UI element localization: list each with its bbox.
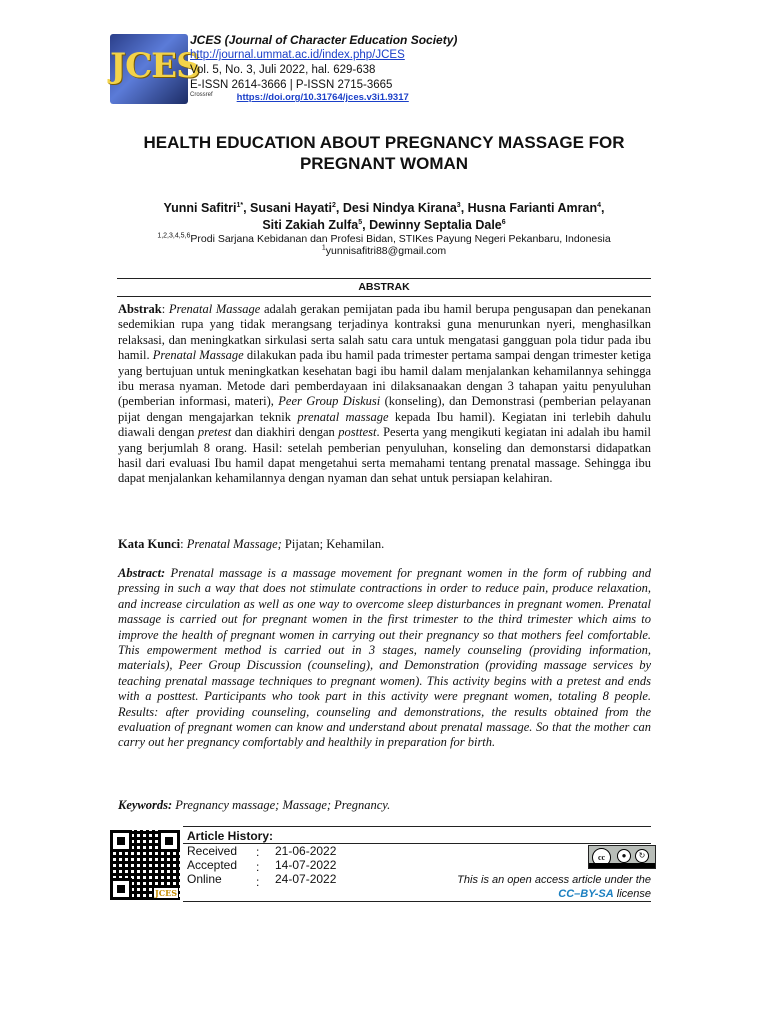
- text-run: :: [180, 537, 187, 551]
- crossref-icon: Crossref: [190, 92, 213, 99]
- qr-code-icon: [110, 830, 180, 900]
- author-separator: ,: [335, 201, 343, 215]
- keywords-label: Keywords:: [118, 798, 173, 812]
- kata-kunci-text: [180, 537, 384, 551]
- keywords-text: Pregnancy massage; Massage; Pregnancy.: [172, 798, 391, 812]
- author-sup: 5: [358, 218, 363, 226]
- license-line-1: This is an open access article under the: [457, 874, 651, 886]
- text-run: . Peserta yang mengikuti kegiatan ini adalah ibu hamil yang berjumlah 8 orang. Hasil: setelah pemberian penyuluhan, konseling dan demonstarsi didapatkan hasil dari evaluasi Ibu hamil dapat mengetahui serta memahami tentang prenatal massage. Sehingga ibu dapat menjalankan kehamilannya dengan nyaman dan sehat untuk persiapan kelahiran.: [118, 425, 652, 486]
- author-separator: ,: [601, 201, 605, 215]
- qr-logo: JCES: [154, 888, 177, 898]
- journal-name: JCES (Journal of Character Education Society): [190, 33, 458, 47]
- author-sup: 2: [332, 201, 336, 209]
- license-line-2: [420, 887, 651, 901]
- author-sup: 1*: [236, 201, 244, 209]
- author-name: Siti Zakiah Zulfa: [262, 218, 359, 232]
- journal-issn: E-ISSN 2614-3666 | P-ISSN 2715-3665: [190, 79, 393, 91]
- qr-finder-bottom-left: [110, 878, 132, 900]
- abstract-paragraph: [118, 566, 651, 751]
- history-online-label: Online: [187, 872, 222, 886]
- author-list-line-1: [100, 200, 668, 217]
- text-run: kepada Ibu hamil). Kegiatan ini terlebih dahulu diawali dengan: [118, 409, 651, 440]
- text-run: adalah gerakan pemijatan pada ibu hamil berupa pengusapan dan penekanan sedemikian rupa yang tidak merangsang terjadinya kontraksi guna menurunkan nyeri, menghasilkan relaksasi, dan meningkatkan sirkulasi serta salah satu cara untuk mengatasi gangguan pola tidur pada ibu hamil.: [118, 302, 651, 363]
- keywords-paragraph: [118, 798, 651, 813]
- affiliation: [100, 233, 668, 245]
- cc-badge-bar: [589, 863, 655, 868]
- qr-finder-top-right: [158, 830, 180, 852]
- sa-icon: ↻: [635, 849, 649, 863]
- abstrak-label: Abstrak: [118, 302, 162, 316]
- paper-title-line-2: PREGNANT WOMAN: [299, 154, 469, 173]
- cc-by-sa-link[interactable]: CC–BY-SA: [558, 888, 614, 900]
- email-text: yunnisafitri88@gmail.com: [325, 245, 447, 257]
- text-run: (konseling), dan Demonstrasi (pemberian pelayanan pijat dengan mengajarkan teknik: [118, 394, 651, 424]
- journal-logo-text: JCES: [110, 46, 200, 86]
- history-received-date: 21-06-2022: [275, 844, 337, 858]
- italic-term: Prenatal Massage: [168, 302, 261, 316]
- history-mid-rule: [183, 843, 651, 844]
- article-history-heading: Article History:: [187, 829, 274, 843]
- license-suffix: license: [613, 888, 651, 900]
- journal-logo: [110, 34, 200, 104]
- author-list: [100, 200, 668, 234]
- by-icon: ●: [617, 849, 631, 863]
- doi-link[interactable]: https://doi.org/10.31764/jces.v3i1.9317: [236, 92, 409, 103]
- author-sup: 4: [597, 201, 601, 209]
- abstrak-top-rule: [117, 278, 651, 279]
- author-list-line-2: [100, 217, 668, 234]
- paper-title: [100, 132, 668, 174]
- abstrak-heading: ABSTRAK: [358, 281, 410, 293]
- italic-term: posttest: [338, 425, 377, 440]
- author-name: Susani Hayati: [250, 201, 332, 215]
- corresponding-email: [100, 245, 668, 257]
- paper-title-line-1: HEALTH EDUCATION ABOUT PREGNANCY MASSAGE FOR: [143, 133, 625, 152]
- history-colon: :: [256, 875, 260, 889]
- email-sup: 1: [321, 244, 326, 252]
- author-separator: ,: [460, 201, 468, 215]
- author-name: Husna Farianti Amran: [467, 201, 598, 215]
- history-colon: :: [256, 845, 260, 859]
- history-accepted-date: 14-07-2022: [275, 858, 337, 872]
- doi-row: [190, 92, 409, 103]
- history-colon: :: [256, 860, 260, 874]
- italic-term: Prenatal Massage: [152, 348, 244, 363]
- affiliation-text: Prodi Sarjana Kebidanan dan Profesi Bidan, STIKes Payung Negeri Pekanbaru, Indonesia: [190, 233, 611, 245]
- author-separator: ,: [362, 218, 370, 232]
- kata-kunci-label: Kata Kunci: [118, 537, 181, 551]
- text-run: :: [161, 302, 169, 316]
- italic-term: pretest: [197, 425, 232, 440]
- text-run: dilakukan pada ibu hamil pada trimester pertama sampai dengan trimester ketiga yang bertujuan untuk meningkatkan kesehatan bagi ibu hamil dalam menjalankan kehamilannya sehingga ibu merasa nyaman. Metode dari pemberdayaan ini dilaksanaakan dengan 3 tahapan yaitu penyuluhan (pemberian informasi, materi),: [118, 348, 651, 409]
- journal-url-link[interactable]: http://journal.ummat.ac.id/index.php/JCES: [190, 49, 405, 61]
- history-bottom-rule: [183, 901, 651, 902]
- author-name: Desi Nindya Kirana: [342, 201, 457, 215]
- history-received-label: Received: [187, 844, 238, 858]
- abstrak-paragraph: [118, 302, 651, 487]
- author-name: Yunni Safitri: [163, 201, 237, 215]
- author-separator: ,: [243, 201, 251, 215]
- history-top-rule: [183, 826, 651, 827]
- abstract-label: Abstract:: [118, 566, 166, 580]
- affiliation-block: [100, 233, 668, 257]
- history-accepted-label: Accepted: [187, 858, 238, 872]
- kata-kunci-paragraph: [118, 537, 651, 552]
- italic-term: prenatal massage: [297, 409, 389, 424]
- abstrak-bottom-rule: [117, 296, 651, 297]
- qr-finder-top-left: [110, 830, 132, 852]
- author-name: Dewinny Septalia Dale: [369, 218, 502, 232]
- italic-term: Peer Group Diskusi: [278, 394, 381, 409]
- history-online-date: 24-07-2022: [275, 872, 337, 886]
- text-run: Pijatan; Kehamilan.: [281, 537, 385, 551]
- cc-icon: cc: [592, 848, 611, 867]
- cc-by-sa-badge-icon[interactable]: [588, 845, 656, 869]
- journal-volume: Vol. 5, No. 3, Juli 2022, hal. 629-638: [190, 64, 376, 76]
- affiliation-sup: 1,2,3,4,5,6: [157, 232, 191, 240]
- author-sup: 3: [456, 201, 461, 209]
- abstrak-text: [118, 302, 651, 485]
- italic-term: Prenatal Massage;: [186, 537, 282, 551]
- author-sup: 6: [501, 218, 506, 226]
- abstract-text: Prenatal massage is a massage movement for pregnant women in the form of rubbing and pressing in such a way that does not stimulate contractions in order to reduce pain, produce relaxation, and increase circulation as well as one way to overcome sleep disturbances in pregnant women. Prenatal massage is carried out for pregnant women in the first trimester to the third trimester which aims to improve the health of pregnant women in carrying out their pregnancy so that mothers feel comfortable. This empowerment method is carried out in 3 stages, namely counseling (providing information, materials), Peer Group Discussion (counseling), and Demonstration (providing massage services by teaching prenatal massage techniques to pregnant women). This activity begins with a pretest and ends with a posttest. Participants who took part in this activity were pregnant women, totaling 8 people. Results: after providing counseling, counseling and demonstrations, the results obtained from the evaluation of pregnant women can know and understand about prenatal massage. So that the mother can carry out her pregnancy comfortably and healthily in preparation for birth.: [118, 566, 651, 750]
- text-run: dan diakhiri dengan: [231, 425, 339, 440]
